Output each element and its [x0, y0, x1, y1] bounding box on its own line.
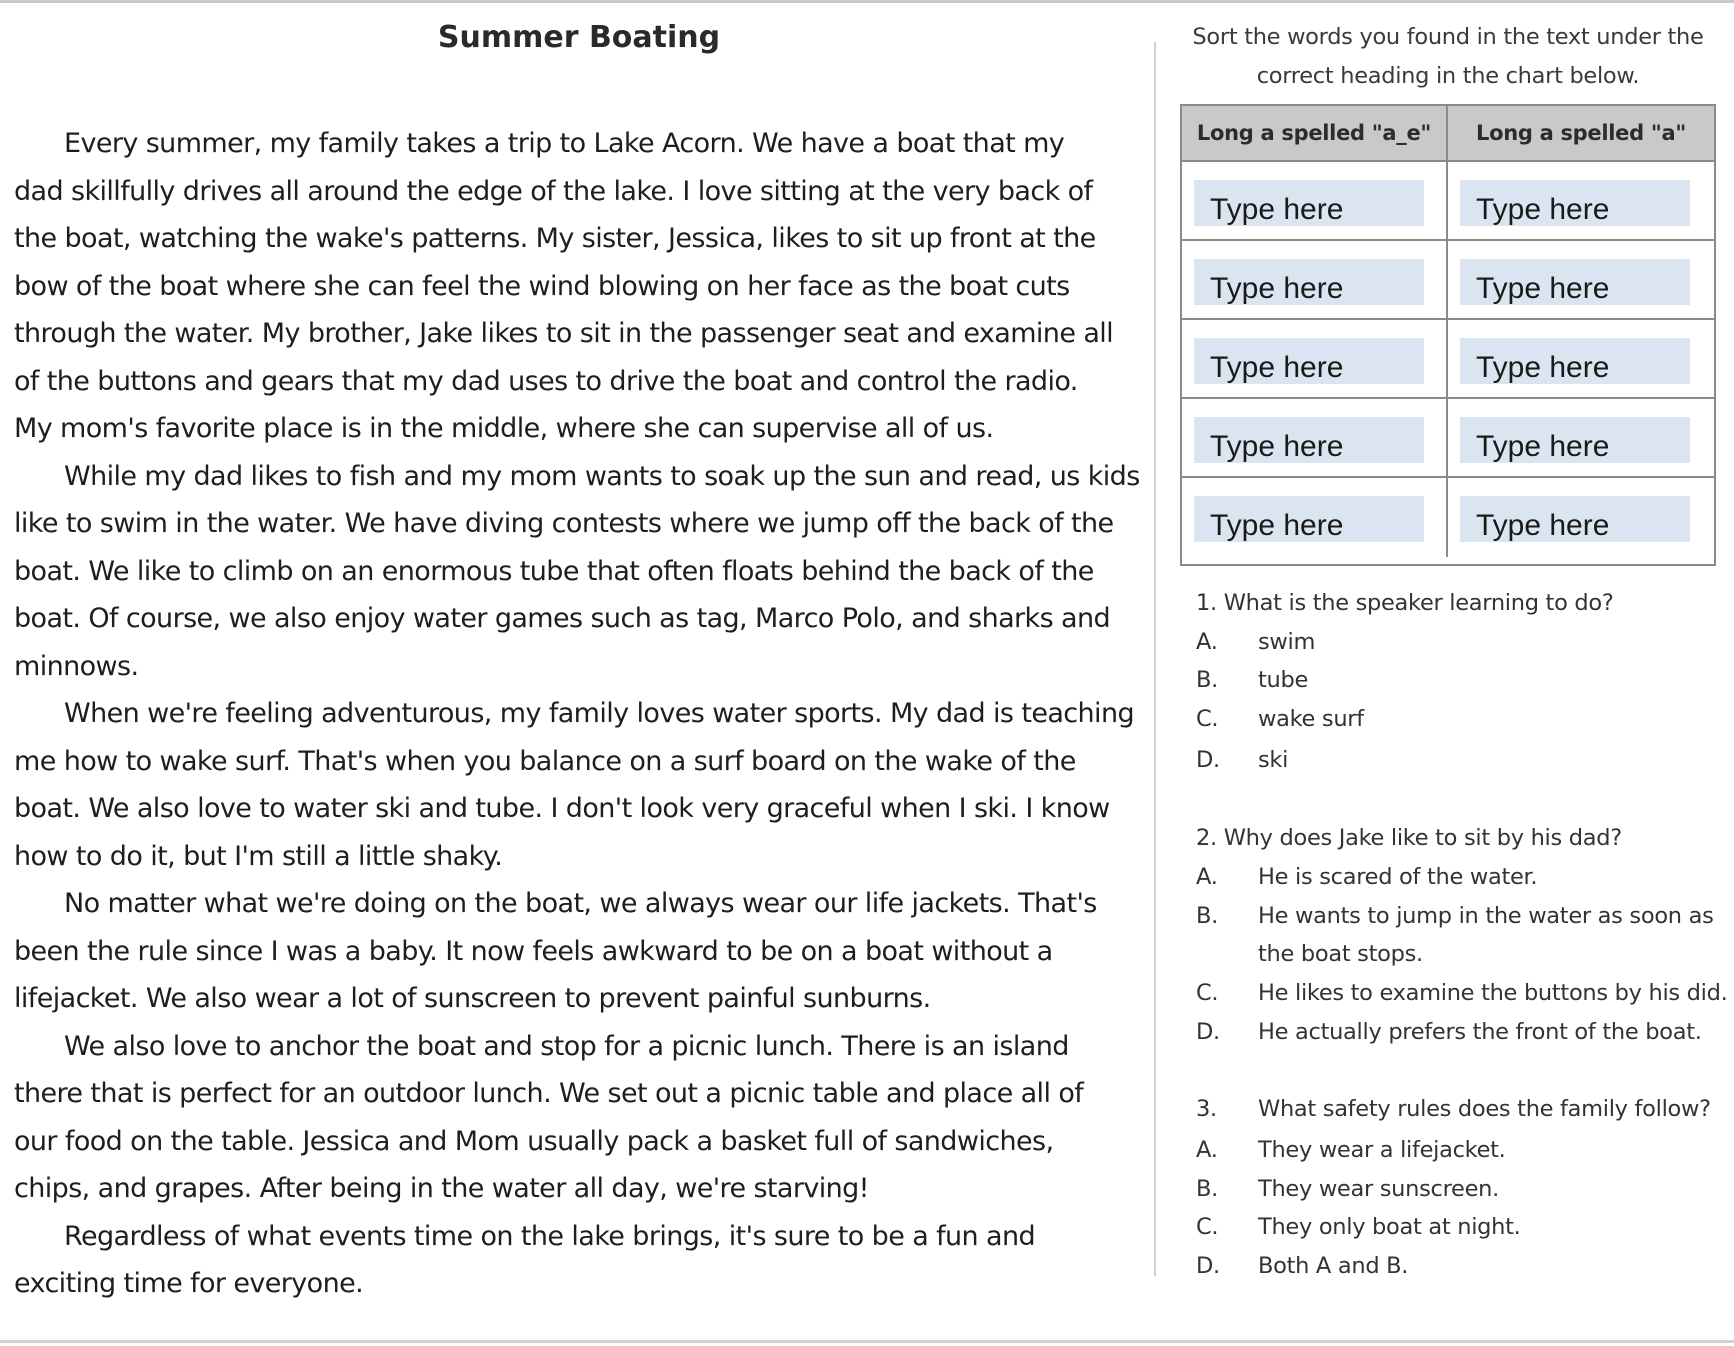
- column-header-a: Long a spelled "a": [1448, 106, 1714, 162]
- option-letter: C.: [1196, 1214, 1219, 1240]
- question-1-prompt: 1. What is the speaker learning to do?: [1196, 590, 1614, 616]
- option-text: ski: [1258, 747, 1289, 773]
- story-line: boat. We like to climb on an enormous tube that often floats behind the back of the: [14, 555, 1094, 587]
- option-text: swim: [1258, 629, 1316, 655]
- word-input-a-e-5[interactable]: [1194, 496, 1424, 542]
- column-header-a-e: Long a spelled "a_e": [1182, 106, 1448, 162]
- story-line: lifejacket. We also wear a lot of sunscreen to prevent painful sunburns.: [14, 983, 931, 1014]
- option-letter: B.: [1196, 903, 1218, 929]
- table-cell: [1448, 162, 1714, 241]
- word-input-a-e-1[interactable]: [1194, 180, 1424, 226]
- option-letter: A.: [1196, 864, 1218, 890]
- question-3-prompt: What safety rules does the family follow?: [1258, 1096, 1711, 1122]
- word-input-a-e-3[interactable]: [1194, 338, 1424, 384]
- table-cell: [1182, 399, 1448, 478]
- option-letter: D.: [1196, 1253, 1220, 1279]
- option-letter: B.: [1196, 1176, 1218, 1202]
- story-line: of the buttons and gears that my dad uses to drive the boat and control the radio.: [14, 365, 1078, 397]
- table-cell: [1182, 241, 1448, 320]
- story-line: While my dad likes to fish and my mom wants to soak up the sun and read, us kids: [64, 460, 1140, 492]
- option-text: He actually prefers the front of the boat.: [1258, 1019, 1702, 1045]
- table-cell: [1182, 320, 1448, 399]
- word-input-a-2[interactable]: [1460, 259, 1690, 305]
- story-line: exciting time for everyone.: [14, 1268, 364, 1299]
- story-line: boat. Of course, we also enjoy water games such as tag, Marco Polo, and sharks and: [14, 603, 1111, 634]
- story-body: [14, 120, 1144, 1308]
- story-line: Every summer, my family takes a trip to Lake Acorn. We have a boat that my: [64, 128, 1065, 159]
- story-line: through the water. My brother, Jake likes to sit in the passenger seat and examine all: [14, 318, 1114, 349]
- option-text: They wear sunscreen.: [1258, 1176, 1499, 1202]
- option-text: They only boat at night.: [1258, 1214, 1521, 1240]
- story-line: like to swim in the water. We have diving contests where we jump off the back of the: [14, 508, 1114, 539]
- story-line: dad skillfully drives all around the edge of the lake. I love sitting at the very back of: [14, 175, 1093, 207]
- option-letter: D.: [1196, 747, 1220, 773]
- story-line: boat. We also love to water ski and tube. I don't look very graceful when I ski. I know: [14, 793, 1110, 824]
- story-line: been the rule since I was a baby. It now feels awkward to be on a boat without a: [14, 935, 1053, 967]
- option-text: tube: [1258, 667, 1309, 693]
- sort-instructions: [1180, 18, 1716, 96]
- story-line: My mom's favorite place is in the middle, where she can supervise all of us.: [14, 413, 994, 444]
- option-letter: A.: [1196, 629, 1218, 655]
- story-line: the boat, watching the wake's patterns. My sister, Jessica, likes to sit up front at the: [14, 223, 1096, 254]
- word-sort-table: [1180, 104, 1716, 566]
- table-cell: [1448, 241, 1714, 320]
- option-text: wake surf: [1258, 706, 1364, 732]
- bottom-border: [0, 1340, 1734, 1343]
- story-line: We also love to anchor the boat and stop for a picnic lunch. There is an island: [64, 1030, 1069, 1062]
- table-cell: [1182, 162, 1448, 241]
- word-input-a-5[interactable]: [1460, 496, 1690, 542]
- word-input-a-1[interactable]: [1460, 180, 1690, 226]
- word-input-a-3[interactable]: [1460, 338, 1690, 384]
- worksheet-panel: [1180, 18, 1728, 1279]
- option-letter: C.: [1196, 980, 1219, 1006]
- option-letter: A.: [1196, 1137, 1218, 1163]
- story-title: Summer Boating: [437, 20, 721, 55]
- option-text: the boat stops.: [1258, 941, 1423, 967]
- story-line: how to do it, but I'm still a little shaky.: [14, 840, 503, 872]
- option-letter: B.: [1196, 667, 1218, 693]
- story-line: me how to wake surf. That's when you balance on a surf board on the wake of the: [14, 745, 1076, 777]
- story-line: chips, and grapes. After being in the water all day, we're starving!: [14, 1173, 869, 1204]
- word-input-a-4[interactable]: [1460, 417, 1690, 463]
- story-line: minnows.: [14, 650, 139, 682]
- option-text: Both A and B.: [1258, 1253, 1409, 1279]
- story-line: When we're feeling adventurous, my family loves water sports. My dad is teaching: [64, 698, 1135, 729]
- option-text: He wants to jump in the water as soon as: [1258, 903, 1714, 929]
- story-line: Regardless of what events time on the lake brings, it's sure to be a fun and: [64, 1220, 1036, 1252]
- story-passage: [14, 16, 1144, 1308]
- instructions-line: correct heading in the chart below.: [1256, 63, 1640, 89]
- instructions-line: Sort the words you found in the text under the: [1192, 24, 1704, 50]
- top-border: [0, 0, 1734, 3]
- table-cell: [1448, 478, 1714, 557]
- story-line: No matter what we're doing on the boat, we always wear our life jackets. That's: [64, 888, 1097, 919]
- option-text: He likes to examine the buttons by his did.: [1258, 980, 1728, 1006]
- option-letter: C.: [1196, 706, 1219, 732]
- option-letter: D.: [1196, 1019, 1220, 1045]
- table-cell: [1182, 478, 1448, 557]
- story-line: bow of the boat where she can feel the wind blowing on her face as the boat cuts: [14, 270, 1070, 302]
- word-input-a-e-2[interactable]: [1194, 259, 1424, 305]
- column-divider: [1154, 42, 1156, 1276]
- question-2-prompt: 2. Why does Jake like to sit by his dad?: [1196, 825, 1622, 851]
- table-cell: [1448, 320, 1714, 399]
- word-input-a-e-4[interactable]: [1194, 417, 1424, 463]
- story-line: our food on the table. Jessica and Mom usually pack a basket full of sandwiches,: [14, 1125, 1054, 1157]
- question-3-number: 3.: [1196, 1096, 1217, 1122]
- table-cell: [1448, 399, 1714, 478]
- option-text: He is scared of the water.: [1258, 864, 1538, 890]
- story-line: there that is perfect for an outdoor lunch. We set out a picnic table and place all of: [14, 1078, 1084, 1109]
- option-text: They wear a lifejacket.: [1258, 1137, 1506, 1163]
